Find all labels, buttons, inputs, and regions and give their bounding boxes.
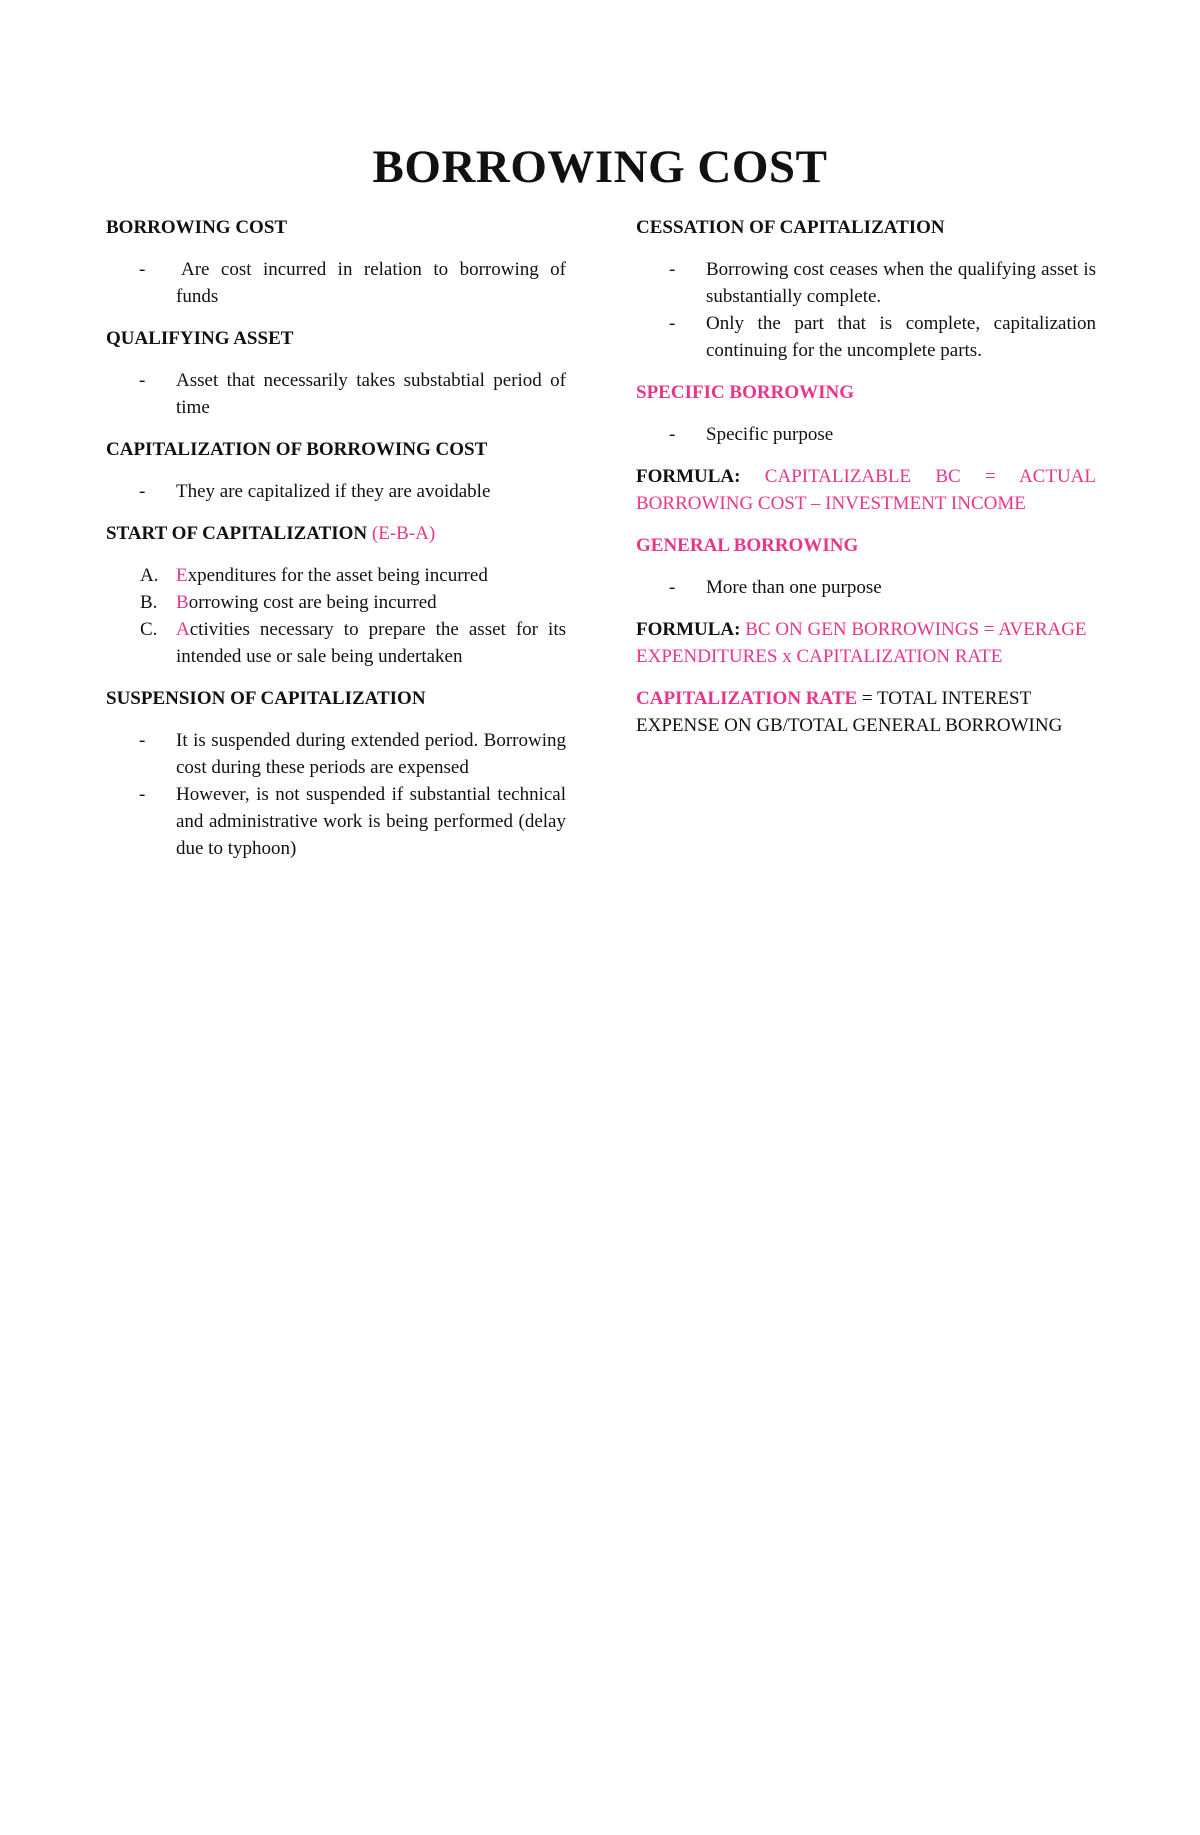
list-item xyxy=(106,367,566,421)
list-marker: B. xyxy=(140,592,158,613)
initial-letter: B xyxy=(176,592,189,613)
suspension-heading: SUSPENSION OF CAPITALIZATION xyxy=(106,688,426,709)
list-item-text: They are capitalized if they are avoidable xyxy=(176,481,491,502)
start-capitalization-list xyxy=(106,562,566,670)
bullet-dash: - xyxy=(139,259,146,280)
list-item xyxy=(636,256,1096,310)
list-item xyxy=(106,256,566,310)
heading-accent: (E-B-A) xyxy=(371,523,436,544)
list-item-text: Specific purpose xyxy=(706,424,834,445)
bullet-dash: - xyxy=(669,259,676,280)
borrowing-cost-heading: BORROWING COST xyxy=(106,217,288,238)
specific-formula xyxy=(636,463,1096,517)
cessation-heading: CESSATION OF CAPITALIZATION xyxy=(636,217,945,238)
formula-label: FORMULA: xyxy=(636,466,741,487)
capitalization-rate-formula xyxy=(636,685,1096,739)
specific-borrowing-heading: SPECIFIC BORROWING xyxy=(636,382,854,403)
list-item-text: xpenditures for the asset being incurred xyxy=(187,565,488,586)
list-item xyxy=(106,781,566,862)
bullet-dash: - xyxy=(139,370,146,391)
list-item-text: Are cost incurred in relation to borrowing of funds xyxy=(176,259,566,307)
list-item xyxy=(106,478,566,505)
formula-text: BC ON GEN BORROWINGS = AVERAGE EXPENDITURES x CAPITALIZATION RATE xyxy=(636,619,1087,667)
general-formula xyxy=(636,616,1096,670)
list-item xyxy=(636,421,1096,448)
start-capitalization-heading xyxy=(106,520,566,547)
list-item-text: Only the part that is complete, capitalization continuing for the uncomplete parts. xyxy=(706,313,1096,361)
page-title: BORROWING COST xyxy=(372,141,828,193)
cap-rate-text: = TOTAL INTEREST EXPENSE ON GB/TOTAL GENERAL BORROWING xyxy=(636,688,1063,736)
qualifying-asset-heading: QUALIFYING ASSET xyxy=(106,328,294,349)
qualifying-asset-list xyxy=(106,367,566,421)
formula-text: CAPITALIZABLE BC = ACTUAL BORROWING COST – INVESTMENT INCOME xyxy=(636,466,1096,514)
general-borrowing-heading: GENERAL BORROWING xyxy=(636,535,859,556)
list-item xyxy=(636,574,1096,601)
list-item-text: Borrowing cost ceases when the qualifying asset is substantially complete. xyxy=(706,259,1096,307)
heading-text: START OF CAPITALIZATION xyxy=(106,523,368,544)
list-item-text: However, is not suspended if substantial technical and administrative work is being performed (delay due to typhoon) xyxy=(176,784,566,859)
bullet-dash: - xyxy=(139,784,146,805)
cap-rate-label: CAPITALIZATION RATE xyxy=(636,688,858,709)
suspension-list xyxy=(106,727,566,862)
initial-letter: A xyxy=(176,619,190,640)
initial-letter: E xyxy=(176,565,188,586)
borrowing-cost-list xyxy=(106,256,566,310)
right-column xyxy=(636,214,1096,754)
list-item-text: It is suspended during extended period. Borrowing cost during these periods are expensed xyxy=(176,730,566,778)
list-item-text: More than one purpose xyxy=(706,577,882,598)
list-item-text: orrowing cost are being incurred xyxy=(188,592,437,613)
cessation-list xyxy=(636,256,1096,364)
general-borrowing-list xyxy=(636,574,1096,601)
list-item xyxy=(106,616,566,670)
bullet-dash: - xyxy=(669,424,676,445)
bullet-dash: - xyxy=(669,313,676,334)
bullet-dash: - xyxy=(139,481,146,502)
list-marker: A. xyxy=(140,565,159,586)
list-item-text: ctivities necessary to prepare the asset for its intended use or sale being undertaken xyxy=(176,619,566,667)
list-item xyxy=(106,589,566,616)
bullet-dash: - xyxy=(669,577,676,598)
capitalization-heading: CAPITALIZATION OF BORROWING COST xyxy=(106,439,488,460)
specific-borrowing-list xyxy=(636,421,1096,448)
left-column xyxy=(106,214,566,877)
list-item-text: Asset that necessarily takes substabtial period of time xyxy=(176,370,566,418)
bullet-dash: - xyxy=(139,730,146,751)
list-marker: C. xyxy=(140,619,158,640)
capitalization-list xyxy=(106,478,566,505)
list-item xyxy=(106,562,566,589)
formula-label: FORMULA: xyxy=(636,619,741,640)
list-item xyxy=(636,310,1096,364)
list-item xyxy=(106,727,566,781)
